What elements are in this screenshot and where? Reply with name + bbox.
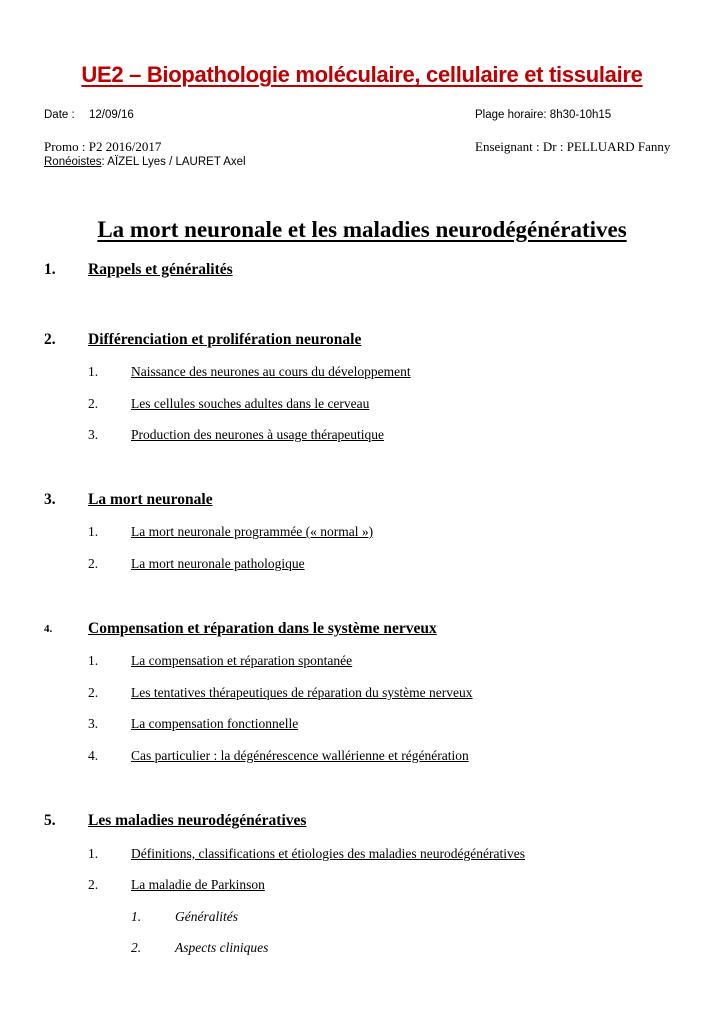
sub-list-item: Aspects cliniques bbox=[175, 940, 269, 955]
item-number: 1. bbox=[88, 524, 99, 539]
item-number: 4. bbox=[88, 748, 99, 763]
section-heading: Compensation et réparation dans le système nerveux bbox=[88, 620, 437, 637]
date-value: 12/09/16 bbox=[89, 109, 134, 121]
date-label: Date : bbox=[44, 109, 75, 121]
item-number: 2. bbox=[88, 556, 99, 571]
subitem-number: 2. bbox=[131, 940, 142, 955]
list-item: Production des neurones à usage thérapeutique bbox=[131, 427, 385, 442]
list-item: La mort neuronale programmée (« normal ») bbox=[131, 524, 374, 539]
promo: Promo : P2 2016/2017 bbox=[44, 139, 162, 154]
subitem-number: 1. bbox=[131, 909, 142, 924]
list-item: Cas particulier : la dégénérescence wallérienne et régénération bbox=[131, 748, 469, 763]
list-item: La mort neuronale pathologique bbox=[131, 556, 305, 571]
section-number: 1. bbox=[44, 261, 56, 278]
section-number: 4. bbox=[44, 623, 53, 635]
note-takers-names: : AÏZEL Lyes / LAURET Axel bbox=[101, 156, 246, 168]
list-item: Les cellules souches adultes dans le cerveau bbox=[131, 396, 370, 411]
item-number: 3. bbox=[88, 716, 99, 731]
time-slot: Plage horaire: 8h30-10h15 bbox=[475, 109, 612, 121]
list-item: Les tentatives thérapeutiques de réparation du système nerveux bbox=[131, 685, 473, 700]
section-heading: Rappels et généralités bbox=[88, 261, 233, 278]
item-number: 1. bbox=[88, 364, 99, 379]
main-title: La mort neuronale et les maladies neurodégénératives bbox=[97, 217, 627, 242]
section-heading: Différenciation et prolifération neuronale bbox=[88, 331, 362, 348]
item-number: 1. bbox=[88, 653, 99, 668]
item-number: 3. bbox=[88, 427, 99, 442]
section-heading: La mort neuronale bbox=[88, 491, 213, 508]
section-number: 5. bbox=[44, 812, 56, 829]
section-number: 2. bbox=[44, 331, 56, 348]
section-heading: Les maladies neurodégénératives bbox=[88, 812, 307, 829]
list-item: Définitions, classifications et étiologies des maladies neurodégénératives bbox=[131, 846, 526, 861]
list-item: Naissance des neurones au cours du développement bbox=[131, 364, 411, 379]
list-item: La compensation et réparation spontanée bbox=[131, 653, 353, 668]
item-number: 2. bbox=[88, 877, 99, 892]
item-number: 2. bbox=[88, 685, 99, 700]
course-title: UE2 – Biopathologie moléculaire, cellulaire et tissulaire bbox=[81, 62, 643, 87]
item-number: 1. bbox=[88, 846, 99, 861]
teacher: Enseignant : Dr : PELLUARD Fanny bbox=[475, 139, 671, 154]
list-item: La maladie de Parkinson bbox=[131, 877, 265, 892]
sub-list-item: Généralités bbox=[175, 909, 238, 924]
item-number: 2. bbox=[88, 396, 99, 411]
note-takers bbox=[44, 157, 246, 169]
list-item: La compensation fonctionnelle bbox=[131, 716, 299, 731]
section-number: 3. bbox=[44, 491, 56, 508]
note-takers-label: Ronéoistes bbox=[44, 156, 102, 168]
